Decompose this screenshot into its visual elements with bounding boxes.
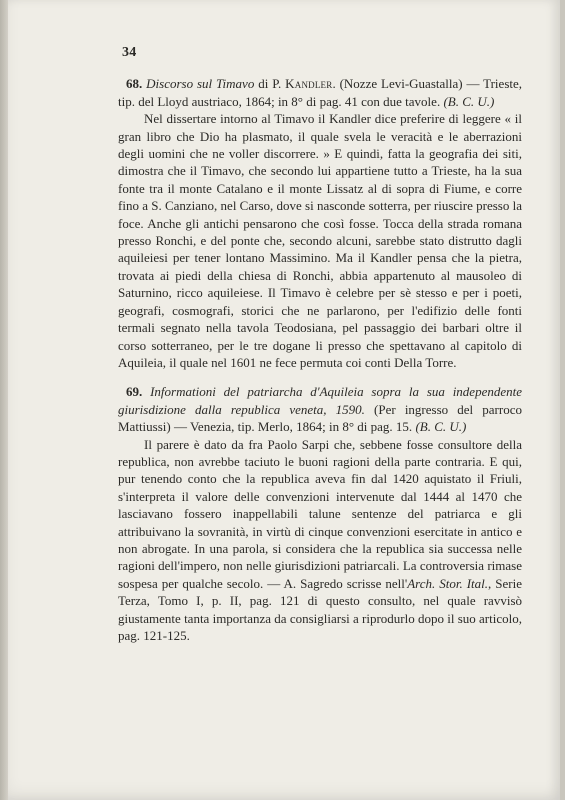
page-text — [118, 44, 522, 644]
journal-title: Arch. Stor. Ital. — [407, 575, 489, 591]
entry-number: 68. — [126, 76, 143, 92]
entry-title: Discorso sul Timavo — [146, 76, 255, 92]
body-text-end: , Serie Terza, Tomo I, p. II, pag. 121 di questo consulto, nel quale ravvisò giustamente tanta importanza da consigliarsi a riprodurlo dopo il suo articolo, pag. 121-125. — [118, 575, 522, 643]
entry-68-body: Nel dissertare intorno al Timavo il Kandler dice preferire di leggere « il gran libro che Dio ha plasmato, il quale svela le veracità e le aberrazioni degli uomini che ne voller discorrere. » E quindi, fatta la geografia dei siti, dimostra che il Timavo, che secondo lui appartiene tutto a Trieste, ha la sua fonte tra il monte Catalano e il monte Lissatz al di sopra di Fiume, e corre fino a S. Canziano, nel Carso, dove si nasconde sotterra, per riuscire presso la foce. Anche gli antichi pensarono che così fosse. Tocca della strada romana presso Ronchi, e del ponte che, secondo alcuni, sarebbe stato distrutto dagli aquileiesi per tener lontano Massimino. Ma il Kandler pensa che la pietra, trovata ai piedi della chiesa di Ronchi, abbia appartenuto al mausoleo di Saturnino, ricco aquileiese. Il Timavo è celebre per sè stesso e per i poeti, geografi, cosmografi, storici che ne parlarono, per l'edifizio delle fonti termali segnato nella tavola Teodosiana, pel passaggio dei barbari oltre il corso sotterraneo, per le tre dogane li presso che spettavano al capitolo di Aquileia, il quale nel 1601 ne fece permuta coi conti Della Torre. — [118, 111, 522, 370]
entry-library-ref: (B. C. U.) — [415, 419, 467, 435]
entry-publication: . (Nozze Levi-Guastalla) — Trieste, tip. del Lloyd austriaco, 1864; in 8° di pag. 41 con due tavole. — [118, 76, 523, 109]
entry-68-heading — [118, 75, 522, 110]
entry-author: Kandler — [285, 76, 333, 92]
entry-number: 69. — [126, 384, 143, 400]
entry-title: Informationi del patriarcha d'Aquileia sopra la sua independente giurisdizione dalla republica veneta, 1590. — [118, 384, 523, 417]
page-number: 34 — [122, 45, 137, 60]
entry-publication: (Per ingresso del parroco Mattiussi) — Venezia, tip. Merlo, 1864; in 8° di pag. 15. — [118, 401, 522, 435]
body-text: Il parere è dato da fra Paolo Sarpi che, sebbene fosse consultore della republica, non avrebbe taciuto le buoni ragioni della parte contraria. E qui, pur tenendo conto che la republica aveva fin dal 1420 aquistato il Friuli, s'interpreta il valore delle convenzioni intervenute dal 1444 al 1470 che lasciavano fossero inappellabili talune sentenze del patriarca e gli attribuivano la sovranità, in virtù di cinque convenzioni esercitate in antico e non abrogate. In una parola, si considera che la republica sia successa nelle ragioni dell'impero, non nelle giurisdizioni patriarcali. La controversia rimase sospesa per qualche secolo. — A. Sagredo scrisse nell' — [118, 436, 522, 591]
entry-of: di P. — [254, 76, 286, 92]
entry-69-body — [118, 436, 522, 645]
binding-gutter — [0, 0, 8, 800]
book-page — [8, 0, 560, 800]
entry-69-heading — [118, 383, 522, 435]
entry-library-ref: (B. C. U.) — [443, 93, 495, 109]
